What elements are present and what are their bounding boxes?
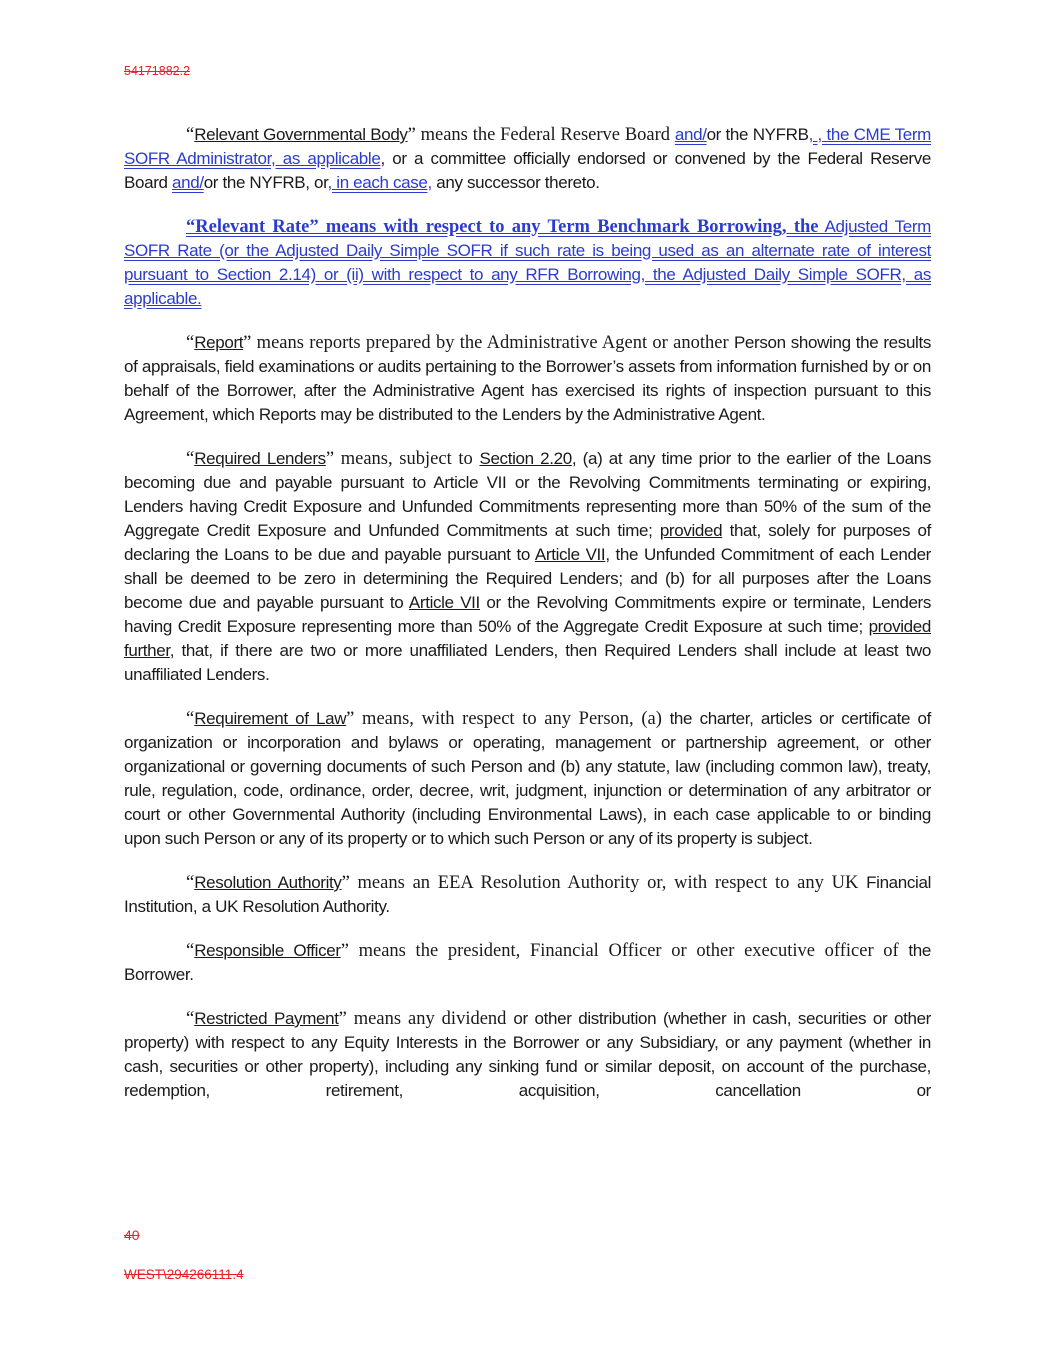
inserted-defined-term-line: “Relevant Rate” means with respect to any Term Benchmark Borrowing, the xyxy=(186,217,819,237)
definition-relevant-governmental-body xyxy=(124,123,931,195)
defined-term: Report xyxy=(194,333,244,352)
definition-text: any successor thereto. xyxy=(431,173,600,192)
cross-reference: Article VII xyxy=(534,545,606,564)
definition-text: or the NYFRB, or xyxy=(203,173,328,192)
definition-text: , the Unfunded Commitment of each Lender shall be deemed to be zero in determining the Required Lenders; and (b) for all purposes after the Loans become due and payable pursuant to xyxy=(124,545,931,612)
definition-responsible-officer xyxy=(124,939,931,987)
open-quote: “ xyxy=(186,941,195,961)
proviso-term: provided xyxy=(659,521,723,540)
inserted-text: Adjusted Term SOFR Rate (or the Adjusted Daily Simple SOFR if such rate is being used as an alternate rate of interest pursuant to Section 2.14) or (ii) with respect to any RFR Borrowing, the Adjusted Daily Simple SOFR, as applicable. xyxy=(124,217,931,308)
close-quote: ” xyxy=(407,125,416,145)
definition-restricted-payment xyxy=(124,1007,931,1103)
inserted-text: , , the CME Term SOFR Administrator, as applicable xyxy=(124,125,931,168)
inserted-text: and/ xyxy=(172,173,204,192)
inserted-text: and/ xyxy=(674,125,707,144)
defined-term: Resolution Authority xyxy=(194,873,342,892)
defined-term: Restricted Payment xyxy=(194,1009,339,1028)
cross-reference: Section 2.20 xyxy=(479,449,572,468)
definition-requirement-of-law xyxy=(124,707,931,851)
definition-text: , or a committee officially endorsed or convened by the Federal Reserve Board xyxy=(124,149,931,192)
open-quote: “ xyxy=(186,449,195,469)
definition-text: or other distribution (whether in cash, securities or other property) with respect to any Equity Interests in the Borrower or any Subsidiary, or any payment (whether in cash, securities or other property), including any sinking fund or similar deposit, on account of the purchase, redemption, retirement, acquisition, cancellation or xyxy=(124,1009,931,1100)
open-quote: “ xyxy=(186,333,195,353)
close-quote: ” xyxy=(243,333,252,353)
inserted-text: , in each case, xyxy=(327,173,432,192)
open-quote: “ xyxy=(186,1009,195,1029)
definition-intro: means an EEA Resolution Authority or, with respect to any UK xyxy=(349,873,867,893)
defined-term: Required Lenders xyxy=(194,449,326,468)
close-quote: ” xyxy=(338,1009,347,1029)
definition-text: , that, if there are two or more unaffiliated Lenders, then Required Lenders shall include at least two unaffiliated Lenders. xyxy=(124,641,931,684)
definition-text: the charter, articles or certificate of organization or incorporation and bylaws or operating, management or partnership agreement, or other organizational or governing documents of such Person and (b) any statute, law (including common law), treaty, rule, regulation, code, ordinance, order, decree, writ, judgment, injunction or determination of any arbitrator or court or other Governmental Authority (including Environmental Laws), in each case applicable to or binding upon such Person or any of its property or to which such Person or any of its property is subject. xyxy=(124,709,931,848)
definition-intro: means reports prepared by the Administrative Agent or another xyxy=(251,333,734,353)
deleted-page-number: 40 xyxy=(124,1227,140,1243)
open-quote: “ xyxy=(186,709,195,729)
defined-term: Requirement of Law xyxy=(194,709,347,728)
close-quote: ” xyxy=(325,449,335,469)
definition-text: Financial Institution, a UK Resolution Authority. xyxy=(124,873,931,916)
definition-intro: means, with respect to any Person, (a) xyxy=(354,709,670,729)
open-quote: “ xyxy=(186,873,195,893)
definition-intro: means any dividend xyxy=(346,1009,514,1029)
defined-term: Relevant Governmental Body xyxy=(194,125,408,144)
deleted-footer-reference: WEST\294266111.4 xyxy=(124,1267,244,1282)
close-quote: ” xyxy=(346,709,355,729)
defined-term: Responsible Officer xyxy=(194,941,341,960)
document-body xyxy=(124,123,931,1123)
cross-reference: Article VII xyxy=(408,593,480,612)
definition-text: or the NYFRB xyxy=(706,125,809,144)
definition-text: the Borrower. xyxy=(124,941,931,984)
definition-intro: means the president, Financial Officer or other executive officer of xyxy=(348,941,909,961)
definition-report xyxy=(124,331,931,427)
definition-text: Person showing the results of appraisals, field examinations or audits pertaining to the Borrower’s assets from information furnished by or on behalf of the Borrower, after the Administrative Agent has exercised its rights of inspection pursuant to this Agreement, which Reports may be distributed to the Lenders by the Administrative Agent. xyxy=(124,333,931,424)
proviso-term: provided further xyxy=(124,617,931,660)
definition-text: , (a) at any time prior to the earlier of the Loans becoming due and payable pursuant to Article VII or the Revolving Commitments terminating or expiring, Lenders having Credit Exposure and Unfunded Commitments representing more than 50% of the sum of the Aggregate Credit Exposure and Unfunded Commitments at such time; xyxy=(124,449,931,540)
definition-text: that, solely for purposes of declaring the Loans to be due and payable pursuant to xyxy=(124,521,931,564)
open-quote: “ xyxy=(186,125,195,145)
close-quote: ” xyxy=(340,941,349,961)
definition-text: or the Revolving Commitments expire or terminate, Lenders having Credit Exposure representing more than 50% of the Aggregate Credit Exposure at such time; xyxy=(124,593,932,636)
close-quote: ” xyxy=(341,873,350,893)
deleted-document-id: 54171882.2 xyxy=(124,64,191,78)
definition-relevant-rate-inserted xyxy=(124,215,931,311)
definition-intro: means, subject to xyxy=(334,449,480,469)
definition-required-lenders xyxy=(124,447,931,687)
definition-resolution-authority xyxy=(124,871,931,919)
definition-intro: means the Federal Reserve Board xyxy=(415,125,675,145)
